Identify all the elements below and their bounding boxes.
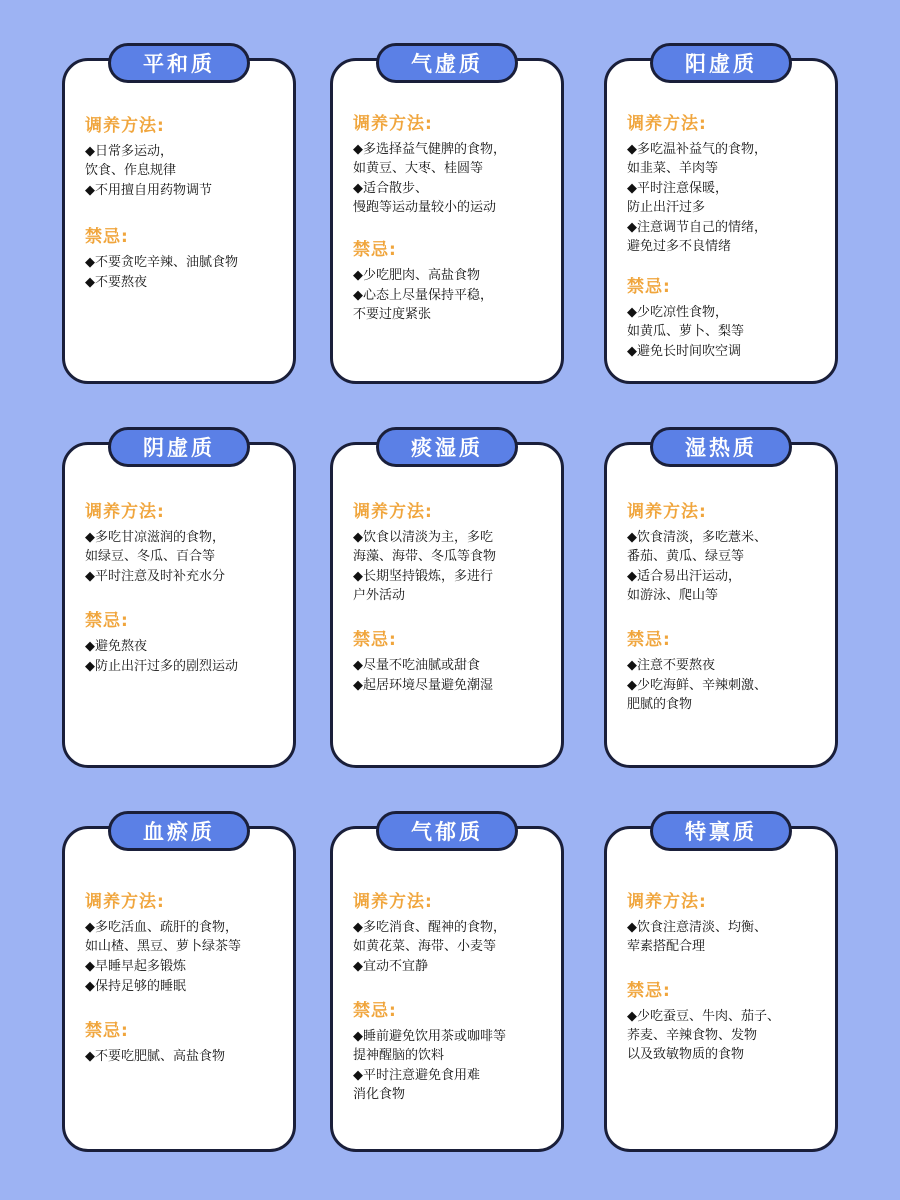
card-title: 特禀质 <box>650 811 792 851</box>
care-item: ◆多选择益气健脾的食物， 如黄豆、大枣、桂圆等 <box>353 142 506 176</box>
care-heading: 调养方法: <box>85 116 165 136</box>
taboo-item: ◆少吃海鲜、辛辣刺激、 肥腻的食物 <box>627 678 767 712</box>
taboo-heading: 禁忌: <box>353 1001 397 1021</box>
card-title: 气虚质 <box>376 43 518 83</box>
care-item: ◆适合散步、 慢跑等运动量较小的运动 <box>353 181 497 215</box>
care-heading: 调养方法: <box>627 502 707 522</box>
care-heading: 调养方法: <box>627 892 707 912</box>
care-item: ◆饮食清淡，多吃薏米、 番茄、黄瓜、绿豆等 <box>627 530 767 564</box>
taboo-item: ◆避免长时间吹空调 <box>627 344 741 359</box>
care-item: ◆多吃甘凉滋润的食物， 如绿豆、冬瓜、百合等 <box>85 530 225 564</box>
taboo-heading: 禁忌: <box>85 1021 129 1041</box>
card-title: 阳虚质 <box>650 43 792 83</box>
card-shire <box>604 436 838 768</box>
taboo-heading: 禁忌: <box>353 630 397 650</box>
care-item: ◆不用擅自用药物调节 <box>85 183 212 198</box>
taboo-item: ◆心态上尽量保持平稳， 不要过度紧张 <box>353 288 493 322</box>
card-title: 气郁质 <box>376 811 518 851</box>
taboo-item: ◆不要贪吃辛辣、油腻食物 <box>85 255 238 270</box>
taboo-item: ◆不要吃肥腻、高盐食物 <box>85 1049 225 1064</box>
care-item: ◆日常多运动， 饮食、作息规律 <box>85 144 177 178</box>
care-item: ◆长期坚持锻炼，多进行 户外活动 <box>353 569 493 603</box>
care-item: ◆保持足够的睡眠 <box>85 979 186 994</box>
taboo-heading: 禁忌: <box>627 981 671 1001</box>
card-qiyu <box>330 820 564 1152</box>
card-title: 痰湿质 <box>376 427 518 467</box>
taboo-item: ◆不要熬夜 <box>85 275 147 290</box>
care-item: ◆饮食以清淡为主，多吃 海藻、海带、冬瓜等食物 <box>353 530 497 564</box>
card-qixu <box>330 52 564 384</box>
taboo-item: ◆少吃蚕豆、牛肉、茄子、 荞麦、辛辣食物、发物 以及致敏物质的食物 <box>627 1009 780 1062</box>
care-heading: 调养方法: <box>627 114 707 134</box>
taboo-item: ◆平时注意避免食用难 消化食物 <box>353 1068 480 1102</box>
taboo-heading: 禁忌: <box>353 240 397 260</box>
card-tanshi <box>330 436 564 768</box>
taboo-item: ◆少吃凉性食物， 如黄瓜、萝卜、梨等 <box>627 305 745 339</box>
care-heading: 调养方法: <box>85 502 165 522</box>
care-heading: 调养方法: <box>85 892 165 912</box>
taboo-item: ◆注意不要熬夜 <box>627 658 715 673</box>
care-item: ◆平时注意及时补充水分 <box>85 569 225 584</box>
taboo-item: ◆防止出汗过多的剧烈运动 <box>85 659 238 674</box>
card-title: 血瘀质 <box>108 811 250 851</box>
care-heading: 调养方法: <box>353 502 433 522</box>
care-item: ◆多吃温补益气的食物， 如韭菜、羊肉等 <box>627 142 767 176</box>
care-item: ◆多吃消食、醒神的食物， 如黄花菜、海带、小麦等 <box>353 920 506 954</box>
taboo-heading: 禁忌: <box>85 227 129 247</box>
taboo-item: ◆少吃肥肉、高盐食物 <box>353 268 480 283</box>
taboo-heading: 禁忌: <box>85 611 129 631</box>
taboo-heading: 禁忌: <box>627 277 671 297</box>
care-item: ◆注意调节自己的情绪， 避免过多不良情绪 <box>627 220 767 254</box>
taboo-item: ◆避免熬夜 <box>85 639 147 654</box>
care-item: ◆多吃活血、疏肝的食物， 如山楂、黑豆、萝卜绿茶等 <box>85 920 242 954</box>
card-xueyu <box>62 820 296 1152</box>
taboo-heading: 禁忌: <box>627 630 671 650</box>
card-tebing <box>604 820 838 1152</box>
care-item: ◆宜动不宜静 <box>353 959 428 974</box>
taboo-item: ◆睡前避免饮用茶或咖啡等 提神醒脑的饮料 <box>353 1029 506 1063</box>
care-heading: 调养方法: <box>353 114 433 134</box>
card-title: 阴虚质 <box>108 427 250 467</box>
care-item: ◆饮食注意清淡、均衡、 荤素搭配合理 <box>627 920 767 954</box>
card-pinghe <box>62 52 296 384</box>
care-item: ◆适合易出汗运动， 如游泳、爬山等 <box>627 569 741 603</box>
taboo-item: ◆起居环境尽量避免潮湿 <box>353 678 493 693</box>
card-title: 湿热质 <box>650 427 792 467</box>
taboo-item: ◆尽量不吃油腻或甜食 <box>353 658 480 673</box>
card-title: 平和质 <box>108 43 250 83</box>
card-yinxu <box>62 436 296 768</box>
care-item: ◆平时注意保暖， 防止出汗过多 <box>627 181 728 215</box>
card-yangxu <box>604 52 838 384</box>
care-item: ◆早睡早起多锻炼 <box>85 959 186 974</box>
care-heading: 调养方法: <box>353 892 433 912</box>
